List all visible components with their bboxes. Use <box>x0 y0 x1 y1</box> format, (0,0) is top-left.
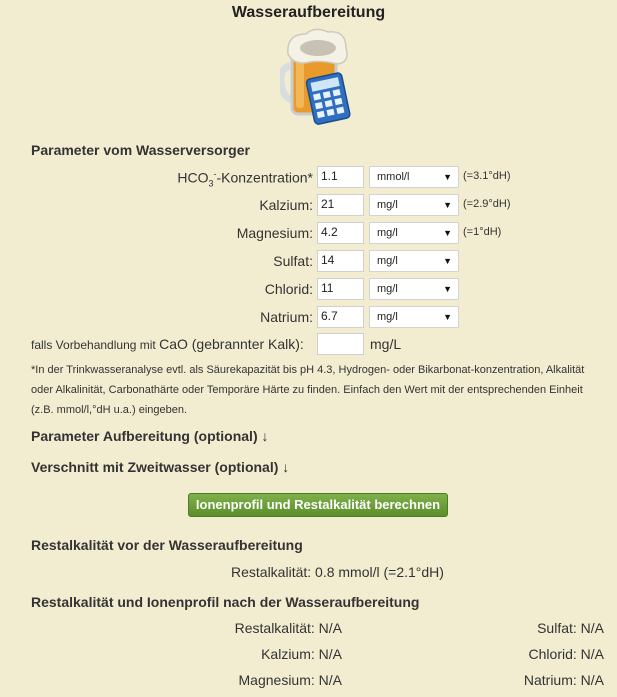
chevron-down-icon: ▼ <box>443 200 452 210</box>
result-right: Natrium: N/A <box>523 672 604 688</box>
param-row-sulfate <box>0 250 617 272</box>
calcium-conversion: (=2.9°dH) <box>463 198 511 210</box>
cao-input[interactable] <box>317 333 364 355</box>
param-row-calcium <box>0 194 617 216</box>
sulfate-input[interactable]: 14 <box>317 250 364 272</box>
treatment-toggle[interactable]: Parameter Aufbereitung (optional) ↓ <box>31 428 269 444</box>
calcium-input[interactable]: 21 <box>317 194 364 216</box>
chevron-down-icon: ▼ <box>443 228 452 238</box>
param-label: Magnesium: <box>236 225 313 241</box>
result-left: Kalzium: N/A <box>261 646 342 662</box>
results-before-heading: Restalkalität vor der Wasseraufbereitung <box>31 537 303 553</box>
page-title: Wasseraufbereitung <box>231 4 386 21</box>
calculate-button[interactable]: Ionenprofil und Restalkalität berechnen <box>188 493 448 517</box>
magnesium-input[interactable]: 4.2 <box>317 222 364 244</box>
param-row-magnesium <box>0 222 617 244</box>
param-label: Sulfat: <box>273 253 313 269</box>
residual-alkalinity-before: Restalkalität: 0.8 mmol/l (=2.1°dH) <box>231 564 444 580</box>
magnesium-conversion: (=1°dH) <box>463 226 502 238</box>
results-after-heading: Restalkalität und Ionenprofil nach der Wasseraufbereitung <box>31 594 420 610</box>
result-left: Magnesium: N/A <box>238 672 342 688</box>
param-label: Chlorid: <box>264 281 313 297</box>
footnote: *In der Trinkwasseranalyse evtl. als Säurekapazität bis pH 4.3, Hydrogen- oder Bikarbonat-konzentration, Alkalität oder Alkalinität, Carbonathärte oder Temporäre Härte zu finden. Einfach den Wert mit der entsprechenden Einheit (z.B. mmol/l,°dH u.a.) eingeben. <box>31 364 585 416</box>
sodium-unit-select[interactable]: mg/l ▼ <box>369 306 459 328</box>
sodium-input[interactable]: 6.7 <box>317 306 364 328</box>
sulfate-unit-select[interactable]: mg/l ▼ <box>369 250 459 272</box>
hco3-input[interactable]: 1.1 <box>317 166 364 188</box>
magnesium-unit-select[interactable]: mg/l ▼ <box>369 222 459 244</box>
chevron-down-icon: ▼ <box>443 256 452 266</box>
result-left: Restalkalität: N/A <box>234 620 342 636</box>
beer-calculator-icon <box>280 26 356 128</box>
blend-toggle[interactable]: Verschnitt mit Zweitwasser (optional) ↓ <box>31 459 290 475</box>
hco3-unit-select[interactable]: mmol/l ▼ <box>369 166 459 188</box>
cao-unit: mg/L <box>370 336 402 352</box>
chloride-input[interactable]: 11 <box>317 278 364 300</box>
param-label: Kalzium: <box>259 197 313 213</box>
param-label-hco3: $HCO_3^--Konzentration*$ <box>177 169 313 189</box>
chloride-unit-select[interactable]: mg/l ▼ <box>369 278 459 300</box>
param-row-sodium <box>0 306 617 328</box>
param-row-chloride <box>0 278 617 300</box>
result-right: Sulfat: N/A <box>537 620 604 636</box>
result-right: Chlorid: N/A <box>528 646 604 662</box>
hco3-conversion: (=3.1°dH) <box>463 170 511 182</box>
chevron-down-icon: ▼ <box>443 312 452 322</box>
supplier-heading: Parameter vom Wasserversorger <box>31 142 250 158</box>
calcium-unit-select[interactable]: mg/l ▼ <box>369 194 459 216</box>
cao-label: falls Vorbehandlung mit CaO (gebrannter Kalk): <box>31 336 304 352</box>
param-row-hco3 <box>0 166 617 188</box>
chevron-down-icon: ▼ <box>443 284 452 294</box>
param-label: Natrium: <box>260 309 313 325</box>
chevron-down-icon: ▼ <box>443 172 452 182</box>
